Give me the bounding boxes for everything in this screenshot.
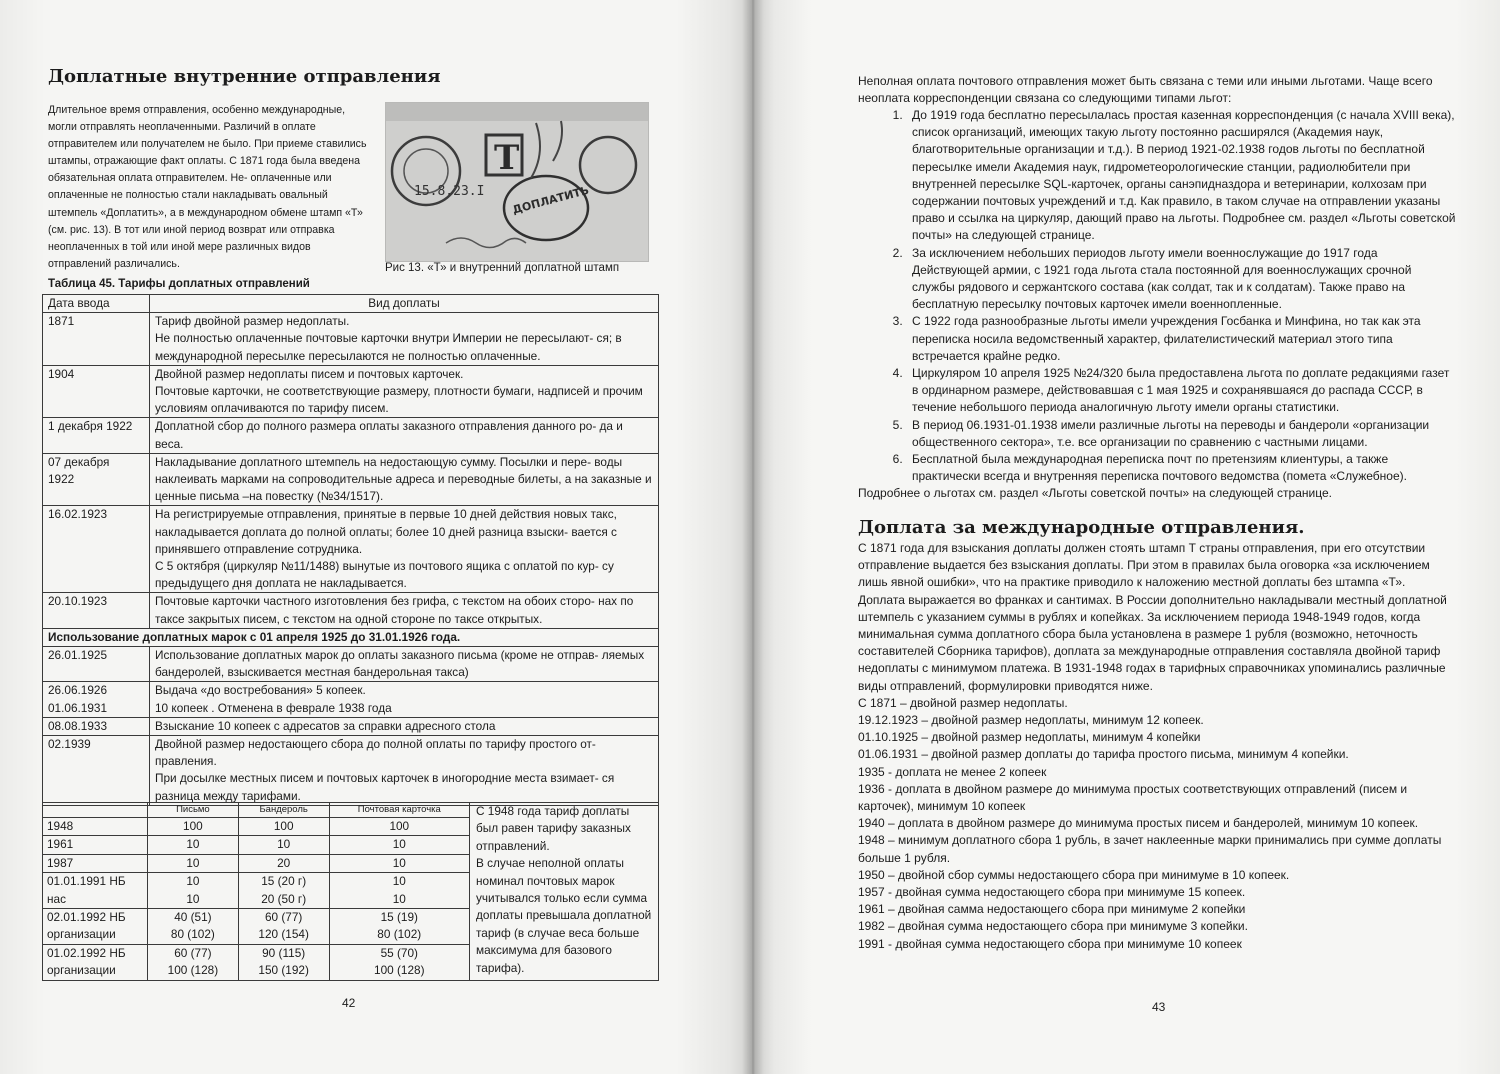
table-row	[43, 682, 659, 717]
list-item: 4. Циркуляром 10 апреля 1925 №24/320 была предоставлена льгота по доплате редакциями газет в ординарном размере, действовавшая с 1 мая 1925 и сохранявшаяся до распада СССР, в течение небольшого периода аналогичную льготу имели органы статистики.	[906, 365, 1456, 417]
rates-header-row	[43, 803, 659, 818]
intl-line: 1935 - доплата не менее 2 копеек	[858, 764, 1047, 779]
left-intro-paragraph: Длительное время отправления, особенно международные, могли отправлять неоплаченными. Различий в оплате отправителем или получателем не было. При приеме ставились штампы, отражающие факт оплаты. С 1871 года была введена обязательная оплата отправителем. Не- оплаченные или оплаченные не полностью стали накладывать овальный штемпель «Доплатить», а в международном обмене штамп «Т» (см. рис. 13). В тот или иной период возврат или отправка неоплаченных в той или иной мере различных видов отправлений различались.	[48, 104, 367, 270]
list-item: 1. До 1919 года бесплатно пересылалась простая казенная корреспонденция (с начала XVIII века), список организаций, имеющих такую льготу постоянно расширялся (Академия наук, благотворительные организации и т.д.). В период 1921-02.1938 годов льготы по бесплатной пересылке имели Академия наук, гидрометеорологические станции, радиолюбители при внутренней пересылке SQL-карточек, органы санэпидназдора и ветеринарии, колхозам при содержании почтовых учреждений и т.д. Как правило, в таком случае на отправлении указаны право и ссылка на циркуляр, дающий право на льготы. Подробнее см. раздел «Льготы советской почты» на следующей странице.	[906, 107, 1456, 245]
row-date: 16.02.1923	[43, 506, 150, 593]
book-gutter	[742, 0, 764, 1074]
rates-postcard: 55 (70) 100 (128)	[329, 944, 469, 980]
row-desc: Доплатной сбор до полного размера оплаты заказного отправления данного ро- да и веса.	[150, 418, 659, 453]
rates-year: 01.02.1992 НБ организации	[43, 944, 148, 980]
header-date: Дата ввода	[43, 295, 150, 313]
intl-line: С 1871 – двойной размер недоплаты.	[858, 695, 1068, 710]
rates-note: С 1948 года тариф доплаты был равен тарифу заказных отправлений. В случае неполной оплаты номинал почтовых марок учитывался только если сумма доплаты превышала доплатной тариф (в случае веса больше максимума для базового тарифа).	[470, 803, 659, 981]
table-row	[43, 736, 659, 806]
page-number-left: 42	[342, 996, 356, 1010]
page-number-right: 43	[1152, 1000, 1166, 1014]
list-item: 3. С 1922 года разнообразные льготы имели учреждения Госбанка и Минфина, но так как эта переписка носила ведомственный характер, филателистический материал этого типа встречается крайне редко.	[906, 313, 1456, 365]
rates-year: 1961	[43, 836, 148, 854]
rates-year: 02.01.1992 НБ организации	[43, 909, 148, 945]
row-date: 26.06.1926 01.06.1931	[43, 682, 150, 717]
rates-letter: 100	[148, 818, 239, 836]
row-desc: Двойной размер недоплаты писем и почтовых карточек. Почтовые карточки, не соответствующие размеру, плотности бумаги, надписей и прочим условиям оплачиваются по тарифу писем.	[150, 365, 659, 418]
table-caption: Таблица 45. Тарифы доплатных отправлений	[48, 278, 310, 290]
row-desc: Почтовые карточки частного изготовления без грифа, с текстом на обоих сторо- нах по таксе закрытых писем, с текстом на одной стороне по таксе открытых.	[150, 593, 659, 628]
row-desc: Выдача «до востребования» 5 копеек. 10 копеек . Отменена в феврале 1938 года	[150, 682, 659, 717]
table-row	[43, 418, 659, 453]
table-row	[43, 593, 659, 628]
rates-parcel: 15 (20 г) 20 (50 г)	[238, 873, 329, 909]
table-row	[43, 365, 659, 418]
row-desc: Тариф двойной размер недоплаты. Не полностью оплаченные почтовые карточки внутри Империи не пересылают- ся; в международной пересылке пересылаются не полностью оплаченные.	[150, 313, 659, 366]
table-section-row	[43, 628, 659, 646]
row-date: 20.10.1923	[43, 593, 150, 628]
header-kind: Вид доплаты	[150, 295, 659, 313]
right-page	[752, 0, 1500, 1074]
row-date: 08.08.1933	[43, 717, 150, 735]
rates-postcard: 15 (19) 80 (102)	[329, 909, 469, 945]
tariff-table	[42, 294, 659, 806]
privileges-list	[858, 107, 1456, 485]
rates-letter: 10	[148, 836, 239, 854]
section-title: Использование доплатных марок с 01 апреля 1925 до 31.01.1926 года.	[43, 628, 659, 646]
rates-table	[42, 802, 659, 981]
row-desc: Накладывание доплатного штемпель на недостающую сумму. Посылки и пере- воды наклеивать марками на сопроводительные адреса и переводные билеты, а на заказные и ценные письма –на повестку (№34/1517).	[150, 453, 659, 506]
intl-line: 1936 - доплата в двойном размере до минимума простых соответствующих отправлений (писем и карточек), минимум 10 копеек	[858, 781, 1408, 814]
intl-line: 1961 – двойная самма недостающего сбора при минимуме 2 копейки	[858, 902, 1246, 917]
rates-parcel: 60 (77) 120 (154)	[238, 909, 329, 945]
intl-line: 1950 – двойной сбор суммы недостающего сбора при минимуме в 10 копеек.	[858, 867, 1290, 882]
rates-header-postcard: Почтовая карточка	[329, 803, 469, 818]
stamp-t-letter: T	[494, 138, 520, 178]
rates-letter: 10	[148, 854, 239, 872]
intl-line: 01.06.1931 – двойной размер доплаты до тарифа простого письма, минимум 4 копейки.	[858, 747, 1349, 762]
rates-header-empty	[43, 803, 148, 818]
stamp-illustration	[386, 103, 648, 261]
rates-postcard: 100	[329, 818, 469, 836]
rates-parcel: 20	[238, 854, 329, 872]
right-intro-paragraph: Неполная оплата почтового отправления может быть связана с теми или иными льготами. Чаще всего неоплата корреспонденции связана со следующими типами льгот:	[858, 74, 1433, 106]
rates-header-parcel: Бандероль	[238, 803, 329, 818]
row-date: 1904	[43, 365, 150, 418]
intl-line: 1940 – доплата в двойном размере до минимума простых писем и бандеролей, минимум 10 копеек.	[858, 816, 1419, 831]
row-date: 02.1939	[43, 736, 150, 806]
intl-paragraph: С 1871 года для взыскания доплаты должен стоять штамп Т страны отправления, при его отсутствии отправление выдается без взыскания доплаты. При этом в правилах была оговорка «за исключением лишь явной ошибки», что на практике приводило к наложению местной доплаты без штампа «Т».	[858, 541, 1430, 590]
row-desc: Двойной размер недостающего сбора до полной оплаты по тарифу простого от- правления. При досылке местных писем и почтовых карточек в иногородние места взимает- ся разница между тарифами.	[150, 736, 659, 806]
row-date: 1 декабря 1922	[43, 418, 150, 453]
rates-year: 1948	[43, 818, 148, 836]
figure-caption: Рис 13. «Т» и внутренний доплатной штамп	[385, 262, 620, 274]
row-desc: На регистрируемые отправления, принятые в первые 10 дней действия новых такс, накладывается доплата до полной оплаты; более 10 дней разница взыски- вается с принявшего отправление сотрудника. С 5 октября (циркуляр №11/1488) вынутые из почтового ящика с оплатой по кур- су предыдущего дня доплата не накладывается.	[150, 506, 659, 593]
intl-section-title: Доплата за международные отправления.	[858, 517, 1305, 538]
intl-line: 1982 – двойная сумма недостающего сбора при минимуме 3 копейки.	[858, 919, 1248, 934]
table-row	[43, 717, 659, 735]
stamp-date: 15.8.23.I	[414, 184, 485, 199]
rates-year: 1987	[43, 854, 148, 872]
rates-year: 01.01.1991 НБ нас	[43, 873, 148, 909]
stamp-photo	[385, 102, 649, 262]
row-desc: Взыскание 10 копеек с адресатов за справки адресного стола	[150, 717, 659, 735]
intl-line: 01.10.1925 – двойной размер недоплаты, минимум 4 копейки	[858, 730, 1201, 745]
intl-line: 1957 - двойная сумма недостающего сбора при минимуме 15 копеек.	[858, 885, 1246, 900]
intl-line: 19.12.1923 – двойной размер недоплаты, минимум 12 копеек.	[858, 713, 1204, 728]
rates-postcard: 10 10	[329, 873, 469, 909]
rates-parcel: 90 (115) 150 (192)	[238, 944, 329, 980]
stamp-oval-text: ДОПЛАТИТЬ	[511, 183, 591, 217]
left-page-title: Доплатные внутренние отправления	[48, 66, 441, 87]
list-item: 5. В период 06.1931-01.1938 имели различные льготы на переводы и бандероли «организации общественного сектора», т.е. все организации по сравнению с частными лицами.	[906, 417, 1456, 451]
row-date: 1871	[43, 313, 150, 366]
row-date: 26.01.1925	[43, 647, 150, 682]
rates-letter: 10 10	[148, 873, 239, 909]
intl-section-body	[858, 540, 1456, 953]
table-row	[43, 453, 659, 506]
rates-letter: 60 (77) 100 (128)	[148, 944, 239, 980]
intl-line: 1948 – минимум доплатного сбора 1 рубль, в зачет наклеенные марки принимались при сумме доплаты больше 1 рубля.	[858, 833, 1442, 865]
table-row	[43, 506, 659, 593]
rates-parcel: 10	[238, 836, 329, 854]
intl-paragraph: Доплата выражается во франках и сантимах. В России дополнительно накладывали местный доплатной штемпель с указанием суммы в рублях и копейках. За исключением периода 1948-1949 годов, когда минимальная сумма доплатного сбора была установлена в размере 1 рубля (возможно, неточность составителей Сборника тарифов), доплата за международные отправления составляла двойной тариф недоплаты с минимумом платежа. В 1931-1948 годах в тарифных справочниках упоминались различные виды отправлений, формулировки приводятся ниже.	[858, 592, 1447, 693]
rates-header-letter: Письмо	[148, 803, 239, 818]
list-item: 2. За исключением небольших периодов льготу имели военнослужащие до 1917 года Действующей армии, с 1921 года льгота стала постоянной для военнослужащих срочной службы рядового и сержантского состава (как солдат, так и к солдатам). Также право на бесплатную пересылку почтовых карточек имели военнопленные.	[906, 245, 1456, 314]
list-item: 6. Бесплатной была международная переписка почт по претензиям клиентуры, а также практически всегда и внутренняя переписка почтового ведомства (помета «Служебное).	[906, 451, 1456, 485]
privileges-outro: Подробнее о льготах см. раздел «Льготы советской почты» на следующей странице.	[858, 486, 1332, 500]
rates-postcard: 10	[329, 854, 469, 872]
row-desc: Использование доплатных марок до оплаты заказного письма (кроме не отправ- ляемых бандеролей, взыскивается местная бандерольная такса)	[150, 647, 659, 682]
table-header-row	[43, 295, 659, 313]
table-row	[43, 313, 659, 366]
table-row	[43, 647, 659, 682]
rates-letter: 40 (51) 80 (102)	[148, 909, 239, 945]
intl-line: 1991 - двойная сумма недостающего сбора при минимуме 10 копеек	[858, 936, 1242, 951]
rates-parcel: 100	[238, 818, 329, 836]
rates-postcard: 10	[329, 836, 469, 854]
row-date: 07 декабря 1922	[43, 453, 150, 506]
